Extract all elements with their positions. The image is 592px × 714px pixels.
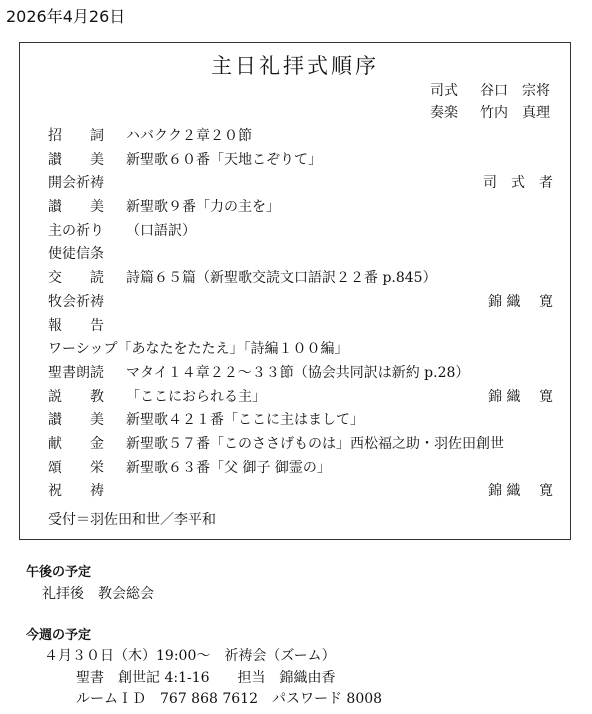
order-item-sermon bbox=[48, 386, 553, 410]
reception-line: 受付＝羽佐田和世／李平和 bbox=[48, 512, 216, 528]
order-item-label: 聖書朗読 bbox=[48, 364, 104, 381]
afternoon-line: 礼拝後 教会総会 bbox=[42, 586, 154, 602]
order-item-label: 牧会祈祷 bbox=[48, 293, 104, 310]
order-item-label: 説 教 bbox=[48, 388, 104, 405]
order-item-label: 使徒信条 bbox=[48, 246, 104, 263]
worship-order-title: 主日礼拝式順序 bbox=[211, 54, 379, 78]
order-item-responsive-reading bbox=[48, 267, 553, 291]
order-item-content: 「あなたをたたえ」「詩編１００編」 bbox=[117, 341, 349, 358]
week-event: ４月３０日（木）19:00～ 祈祷会（ズーム） bbox=[44, 648, 336, 664]
afternoon-heading: 午後の予定 bbox=[26, 565, 92, 580]
order-item-opening-prayer bbox=[48, 172, 553, 196]
order-item-content: 新聖歌６３番「父 御子 御霊の」 bbox=[126, 459, 331, 476]
order-item-hymn-3 bbox=[48, 409, 553, 433]
order-item-scripture-reading bbox=[48, 362, 553, 386]
order-item-label: 主の祈り bbox=[48, 222, 104, 239]
afternoon-section bbox=[26, 563, 154, 604]
week-section bbox=[26, 626, 382, 709]
leader-presider bbox=[430, 81, 550, 101]
order-item-label: 讃 美 bbox=[48, 151, 104, 168]
order-item-benediction bbox=[48, 480, 553, 504]
order-item-content: 新聖歌９番「力の主を」 bbox=[126, 199, 280, 216]
leader-role: 司式 bbox=[430, 83, 458, 99]
order-item-content: マタイ１４章２２～３３節（協会共同訳は新約 p.28） bbox=[126, 364, 470, 381]
order-item-content: 「ここにおられる主」 bbox=[126, 388, 266, 405]
order-item-doxology bbox=[48, 457, 553, 481]
leader-name: 竹内 真理 bbox=[480, 105, 550, 121]
order-item-content: 新聖歌６０番「天地こぞりて」 bbox=[126, 151, 322, 168]
order-item-label: 招 詞 bbox=[48, 128, 104, 144]
order-item-label: 頌 栄 bbox=[48, 459, 104, 476]
order-item-label: 祝 祷 bbox=[48, 483, 104, 500]
order-item-label: ワーシップ bbox=[48, 341, 118, 358]
order-item-announcements bbox=[48, 315, 553, 339]
order-item-call-to-worship bbox=[48, 125, 553, 149]
order-item-content: 新聖歌５７番「このささげものは」西松福之助・羽佐田創世 bbox=[126, 435, 504, 452]
order-item-content: （口語訳） bbox=[126, 222, 196, 239]
order-item-person: 錦 織 寛 bbox=[488, 388, 553, 405]
order-item-lords-prayer bbox=[48, 220, 553, 244]
order-item-person: 司 式 者 bbox=[483, 175, 553, 192]
order-item-person: 錦 織 寛 bbox=[488, 293, 553, 310]
order-item-label: 献 金 bbox=[48, 435, 104, 452]
week-detail: ルームＩＤ 767 868 7612 パスワード 8008 bbox=[76, 691, 383, 707]
leader-organist bbox=[430, 103, 550, 123]
leader-name: 谷口 宗将 bbox=[480, 83, 550, 99]
order-item-person: 錦 織 寛 bbox=[488, 483, 553, 500]
document-date: 2026年4月26日 bbox=[6, 7, 126, 26]
week-heading: 今週の予定 bbox=[26, 628, 92, 643]
order-item-offering bbox=[48, 433, 553, 457]
order-item-content: 詩篇６５篇（新聖歌交読文口語訳２２番 p.845） bbox=[126, 270, 437, 287]
leader-role: 奏楽 bbox=[430, 105, 458, 121]
order-item-content: 新聖歌４２１番「ここに主はまして」 bbox=[126, 412, 364, 429]
order-item-label: 交 読 bbox=[48, 270, 104, 287]
order-item-hymn-1 bbox=[48, 149, 553, 173]
worship-order-box bbox=[19, 42, 571, 540]
order-item-apostles-creed bbox=[48, 243, 553, 267]
order-item-content: ハバクク２章２０節 bbox=[126, 128, 252, 144]
order-item-worship bbox=[48, 338, 553, 362]
order-item-label: 報 告 bbox=[48, 317, 104, 334]
order-item-label: 讃 美 bbox=[48, 412, 104, 429]
week-detail: 聖書 創世記 4:1-16 担当 錦織由香 bbox=[76, 670, 336, 686]
order-item-label: 讃 美 bbox=[48, 199, 104, 216]
order-items bbox=[48, 125, 553, 504]
order-item-pastoral-prayer bbox=[48, 291, 553, 315]
order-item-label: 開会祈祷 bbox=[48, 175, 104, 192]
order-item-hymn-2 bbox=[48, 196, 553, 220]
